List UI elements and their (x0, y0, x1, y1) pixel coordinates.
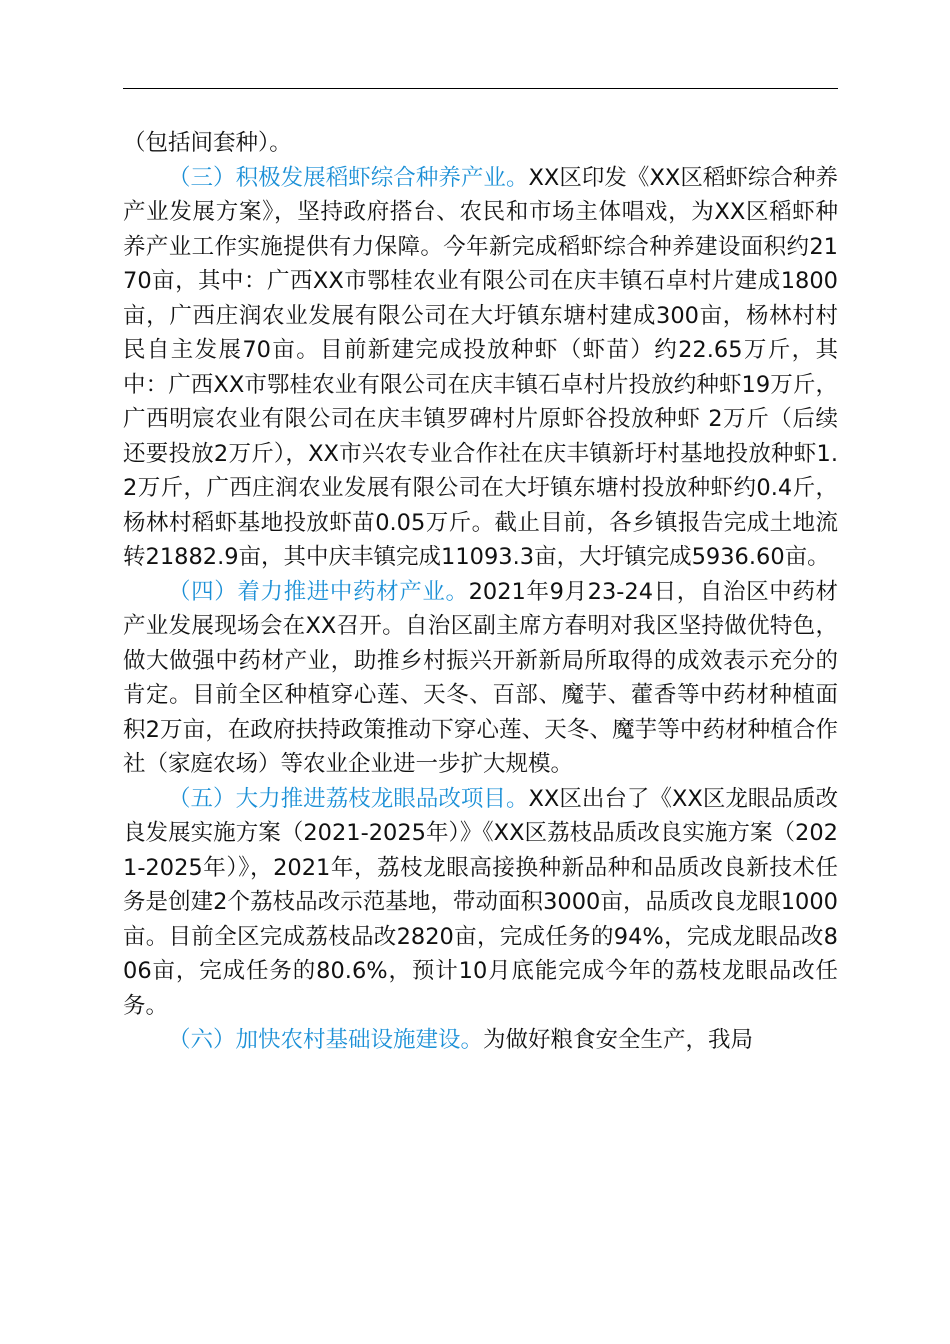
section-five-paragraph (123, 782, 838, 1024)
section-four-heading: （四）着力推进中药材产业。 (168, 578, 469, 605)
section-six-heading: （六）加快农村基础设施建设。 (168, 1027, 484, 1053)
section-three-paragraph (123, 161, 838, 575)
section-five-heading: （五）大力推进荔枝龙眼品改项目。 (168, 785, 529, 812)
section-six-paragraph (123, 1023, 838, 1058)
section-six-body: 为做好粮食安全生产，我局 (483, 1027, 754, 1053)
section-three-body: XX区印发《XX区稻虾综合种养产业发展方案》，坚持政府搭台、农民和市场主体唱戏，为XX区稻虾种养产业工作实施提供有力保障。今年新完成稻虾综合种养建设面积约2170亩，其中：广西XX市鄂桂农业有限公司在庆丰镇石卓村片建成1800亩，广西庄润农业发展有限公司在大圩镇东塘村建成300亩，杨林村村民自主发展70亩。目前新建完成投放种虾（虾苗）约22.65万斤，其中：广西XX市鄂桂农业有限公司在庆丰镇石卓村片投放约种虾19万斤，广西明宸农业有限公司在庆丰镇罗碑村片原虾谷投放种虾 2万斤（后续还要投放2万斤），XX市兴农专业合作社在庆丰镇新圩村基地投放种虾1.2万斤，广西庄润农业发展有限公司在大圩镇东塘村投放种虾约0.4斤，杨林村稻虾基地投放虾苗0.05万斤。截止目前，各乡镇报告完成土地流转21882.9亩，其中庆丰镇完成11093.3亩，大圩镇完成5936.60亩。 (123, 164, 838, 570)
section-five-body: XX区出台了《XX区龙眼品质改良发展实施方案（2021-2025年）》《XX区荔枝品质改良实施方案（2021-2025年）》，2021年，荔枝龙眼高接换种新品种和品质改良新技术任务是创建2个荔枝品改示范基地，带动面积3000亩，品质改良龙眼1000亩。目前全区完成荔枝品改2820亩，完成任务的94%，完成龙眼品改806亩，完成任务的80.6%，预计10月底能完成今年的荔枝龙眼品改任务。 (123, 785, 838, 1019)
header-rule (123, 88, 838, 89)
document-body (123, 126, 838, 1058)
section-four-paragraph (123, 575, 838, 782)
section-four-body: 2021年9月23-24日，自治区中药材产业发展现场会在XX召开。自治区副主席方春明对我区坚持做优特色，做大做强中药材产业，助推乡村振兴开新新局所取得的成效表示充分的肯定。目前全区种植穿心莲、天冬、百部、魔芋、藿香等中药材种植面积2万亩，在政府扶持政策推动下穿心莲、天冬、魔芋等中药材种植合作社（家庭农场）等农业企业进一步扩大规模。 (123, 578, 838, 777)
continuation-paragraph: （包括间套种）。 (123, 130, 292, 156)
section-three-heading: （三）积极发展稻虾综合种养产业。 (168, 164, 529, 191)
